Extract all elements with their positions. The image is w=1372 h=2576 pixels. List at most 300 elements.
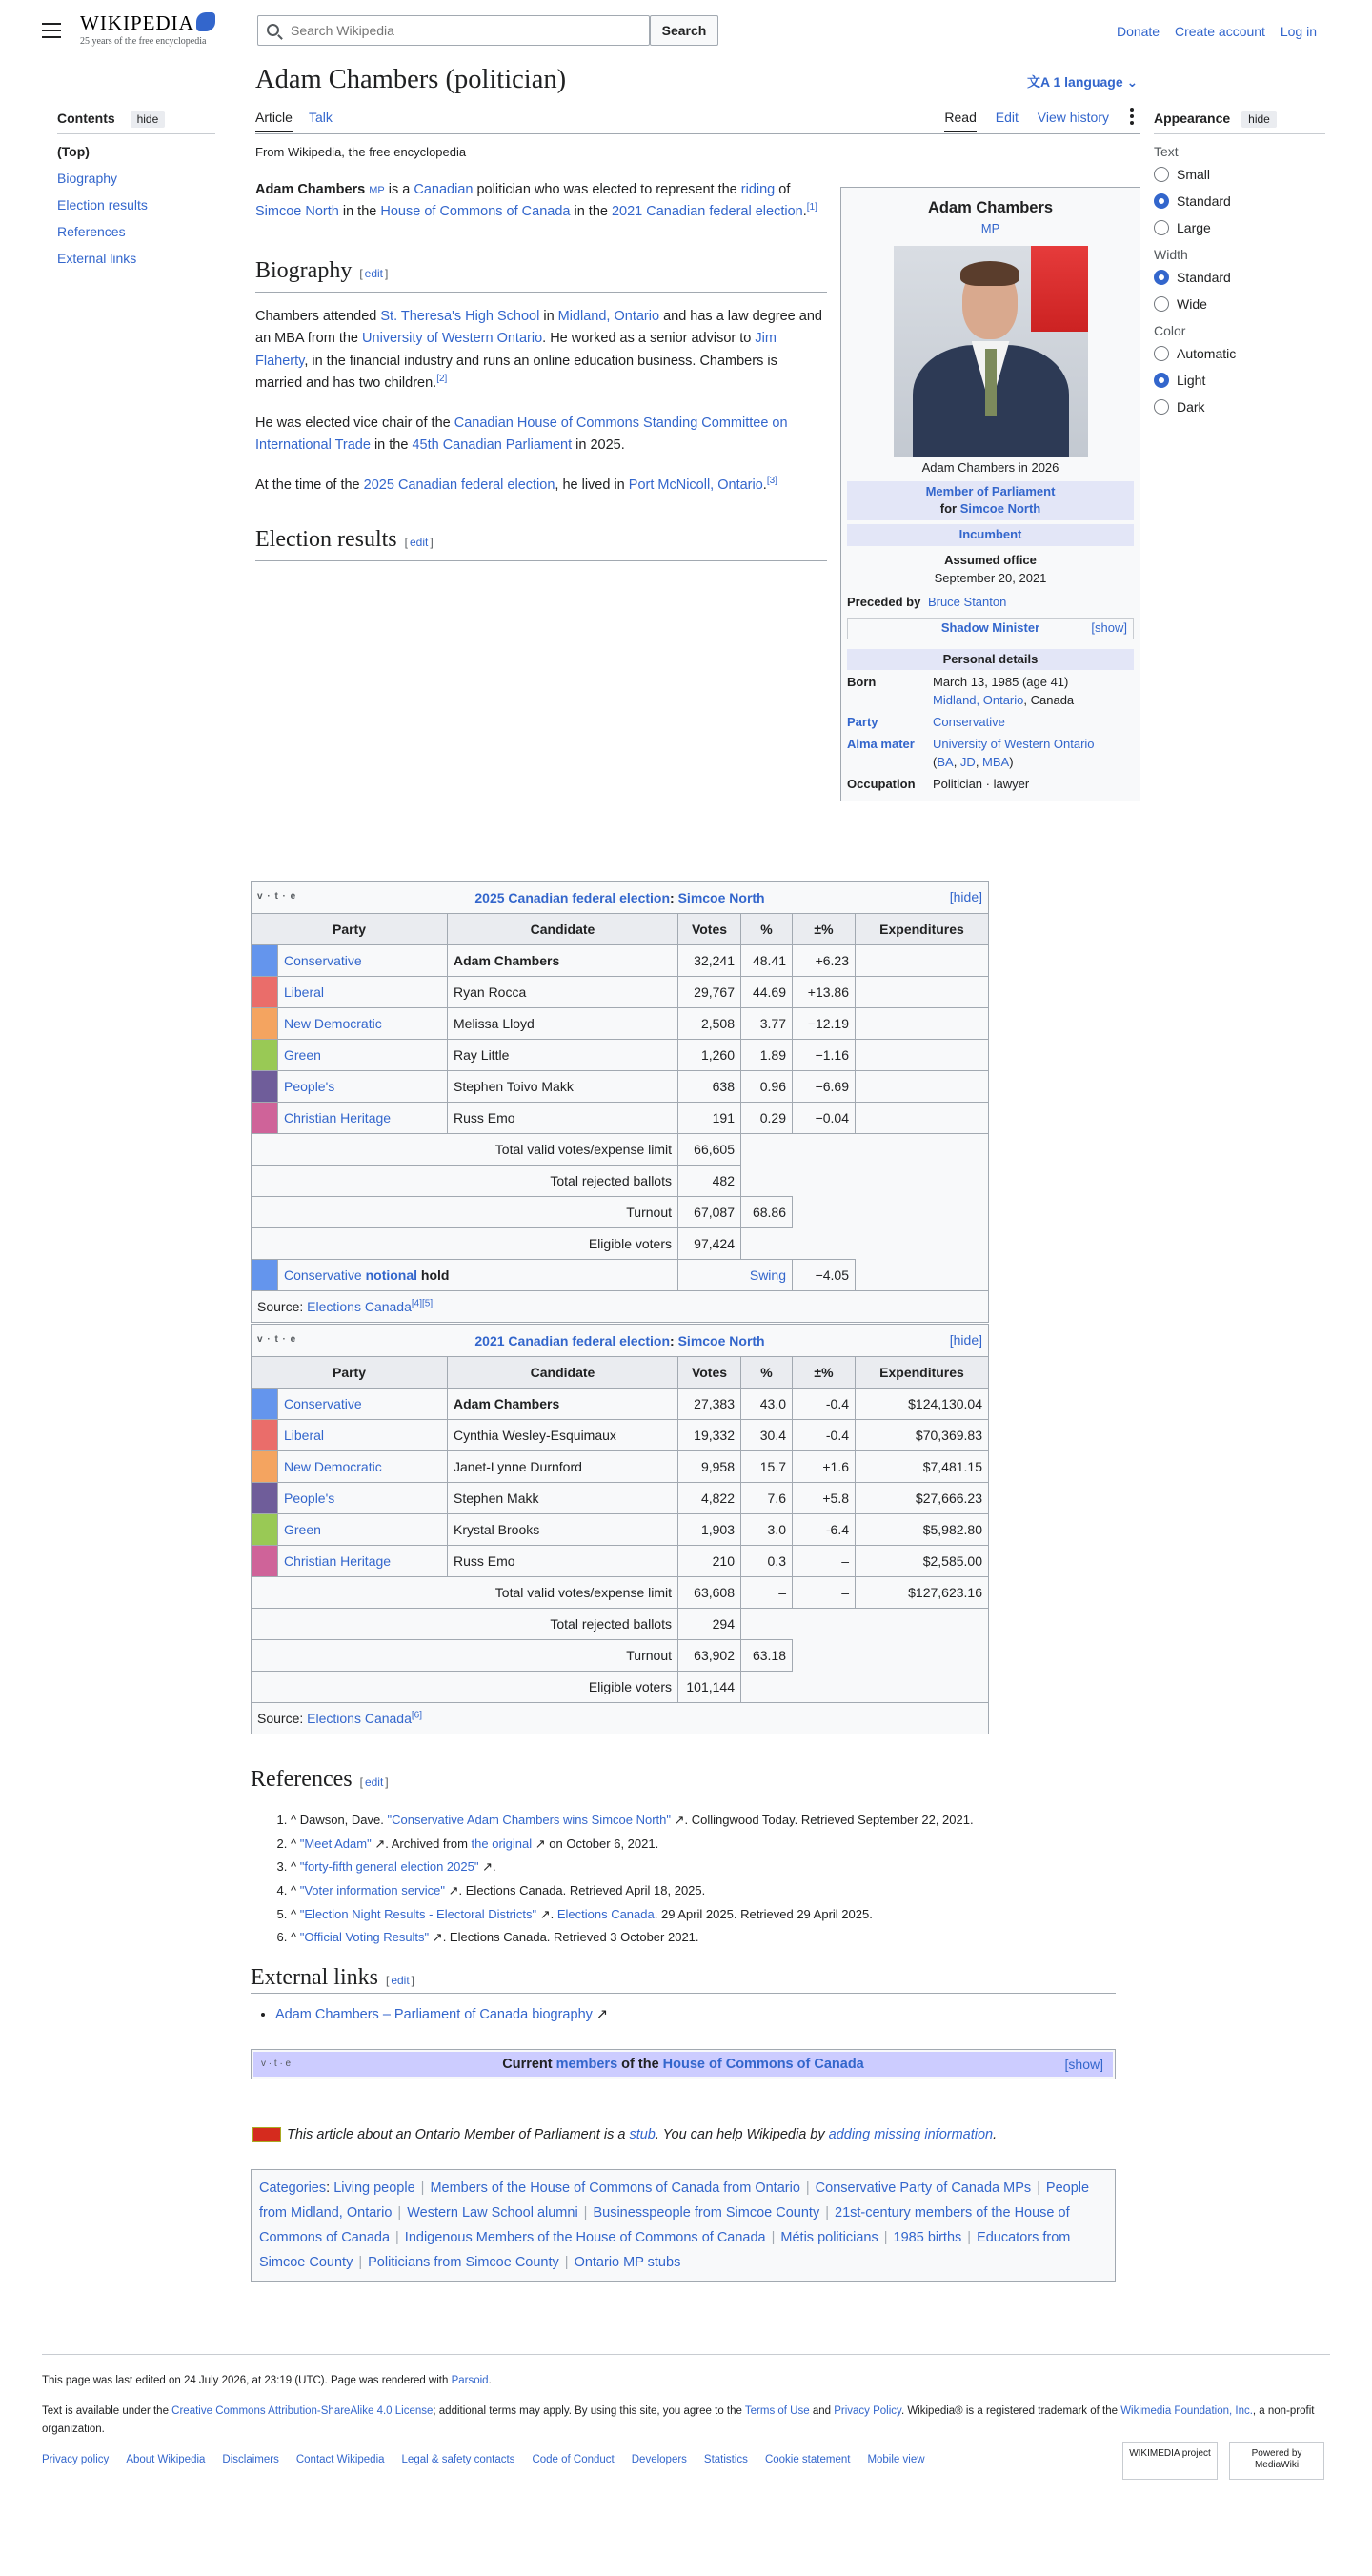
toc-item-external-links[interactable]: External links: [57, 251, 137, 266]
incumbent-link[interactable]: Incumbent: [958, 527, 1022, 542]
change-cell: -0.4: [793, 1420, 856, 1451]
shadow-minister-link[interactable]: Shadow Minister: [940, 619, 1040, 635]
table-row: [252, 1103, 989, 1134]
candidate-cell: Krystal Brooks: [448, 1514, 678, 1546]
party-cell: [278, 1483, 448, 1514]
col-change: ±%: [793, 1357, 856, 1389]
col-party: Party: [252, 1357, 448, 1389]
turnout-pct: 63.18: [741, 1640, 793, 1672]
stub-link[interactable]: stub: [629, 2127, 656, 2142]
infobox-name: Adam Chambers: [927, 199, 1054, 216]
port-mcnicoll-link[interactable]: Port McNicoll, Ontario: [628, 477, 763, 493]
terms-link[interactable]: Terms of Use: [744, 2405, 810, 2418]
total-exp: $127,623.16: [856, 1577, 989, 1609]
infobox: Adam Chambers MP Adam Chambers in 2026 Member of Parliament for Simcoe North Incumbent Assumed office September 20, 2021 Preceded by Bruce Stanton Shadow Minister [show] Personal details Born March 13, 1985 (age 41) Midland, Ontario, Canada Party Conservative Alma mater University of Western Ontario (BA, JD, MBA) Occupation Politician · lawyer: [840, 187, 1140, 801]
footer-link[interactable]: Contact Wikipedia: [295, 2454, 385, 2466]
footer-link[interactable]: Code of Conduct: [532, 2454, 615, 2466]
candidate-cell: Ray Little: [448, 1040, 678, 1071]
more-options-icon[interactable]: [1130, 108, 1134, 128]
ref-link[interactable]: "Voter information service": [299, 1883, 446, 1898]
ref-link[interactable]: "forty-fifth general election 2025": [299, 1859, 479, 1875]
mp-link[interactable]: MP: [369, 185, 385, 196]
preceded-by-link[interactable]: Bruce Stanton: [927, 594, 1007, 609]
party-cell: [278, 1040, 448, 1071]
logo-tagline: 25 years of the free encyclopedia: [80, 36, 207, 47]
category-link[interactable]: 1985 births: [893, 2230, 962, 2245]
change-cell: +1.6: [793, 1451, 856, 1483]
tagline: From Wikipedia, the free encyclopedia: [255, 145, 467, 159]
party-color-swatch: [252, 1389, 278, 1420]
party-cell: [278, 1071, 448, 1103]
stub-notice: This article about an Ontario Member of Parliament is a stub. You can help Wikipedia by adding missing information.: [252, 2127, 997, 2142]
col-party: Party: [252, 914, 448, 945]
expenditures-cell: [856, 1040, 989, 1071]
width-wide-radio[interactable]: Wide: [1154, 296, 1325, 312]
votes-cell: 9,958: [678, 1451, 741, 1483]
candidate-cell: Ryan Rocca: [448, 977, 678, 1008]
col-votes: Votes: [678, 1357, 741, 1389]
appearance-hide-button[interactable]: hide: [1241, 111, 1277, 128]
table-row: [252, 1420, 989, 1451]
vte-links[interactable]: v · t · e: [257, 1334, 297, 1345]
wikimedia-badge[interactable]: WIKIMEDIA project: [1122, 2442, 1218, 2480]
create-account-link[interactable]: Create account: [1175, 24, 1265, 39]
ref-1[interactable]: [1]: [806, 202, 817, 213]
reference-item: 5. ^ "Election Night Results - Electoral Districts" ↗. Elections Canada. 29 April 2025. Retrieved 29 April 2025.: [291, 1903, 1116, 1927]
table-row: [252, 1483, 989, 1514]
school-link[interactable]: St. Theresa's High School: [380, 308, 540, 324]
eligible-label: Eligible voters: [252, 1672, 678, 1703]
width-standard-radio[interactable]: Standard: [1154, 270, 1325, 285]
reference-item: 3. ^ "forty-fifth general election 2025" ↗.: [291, 1856, 1116, 1879]
election-2025-link[interactable]: 2025 Canadian federal election: [363, 477, 555, 493]
col-pct: %: [741, 1357, 793, 1389]
occupation-label: Occupation: [847, 776, 916, 791]
tab-article[interactable]: Article: [255, 110, 293, 132]
turnout-votes: 63,902: [678, 1640, 741, 1672]
expenditures-cell: $70,369.83: [856, 1420, 989, 1451]
pct-cell: 0.3: [741, 1546, 793, 1577]
party-cell: [278, 1546, 448, 1577]
adding-missing-info-link[interactable]: adding missing information: [828, 2127, 994, 2142]
hold-color-swatch: [252, 1260, 278, 1291]
rejected-value: 294: [678, 1609, 741, 1640]
election-2025-caption-link[interactable]: 2025 Canadian federal election: [474, 889, 671, 905]
category-link[interactable]: Politicians from Simcoe County: [368, 2255, 559, 2270]
text-small-radio[interactable]: Small: [1154, 167, 1325, 182]
col-change: ±%: [793, 914, 856, 945]
tab-talk[interactable]: Talk: [309, 110, 333, 125]
change-cell: −0.04: [793, 1103, 856, 1134]
party-color-swatch: [252, 1008, 278, 1040]
assumed-office-label: Assumed office: [944, 553, 1037, 568]
party-link[interactable]: Christian Heritage: [284, 1110, 392, 1126]
turnout-votes: 67,087: [678, 1197, 741, 1228]
member-of-parliament-link[interactable]: Member of Parliament: [925, 483, 1056, 498]
search-box: [257, 15, 650, 46]
footer-link[interactable]: Cookie statement: [764, 2454, 851, 2466]
intro-paragraph: Adam Chambers MP is a Canadian politician who was elected to represent the riding of Simcoe North in the House of Commons of Canada in the 2021 Canadian federal election.[1]: [255, 182, 817, 220]
ref-link[interactable]: "Official Voting Results": [299, 1930, 430, 1945]
midland-link[interactable]: Midland, Ontario: [557, 308, 660, 324]
change-cell: −12.19: [793, 1008, 856, 1040]
election-2025-table: v · t · e 2025 Canadian federal election: Simcoe North [hide] Party Candidate Votes % ±% Expenditures Conservative Adam Chambers 32,241 48.41 +6.23 Liberal Ryan Rocca 29,767 44.69 +13.86 New Democratic Melissa Lloyd 2,508 3.77 −12.19 Green Ray Little 1,260 1.89 −1.16 People's Stephen Toivo Makk 638 0.96 −6.69 Christian Heritage Russ Emo 191 0.29 −0.04 Total valid votes/expense limit 66,605 Total rejected ballots 482 Turnout 67,087 68.86 Eligible voters 97,424 Conservative notional hold Swing −4.05 Source: Elections Canada[4][5]: [251, 881, 989, 1323]
footer-link[interactable]: About Wikipedia: [126, 2454, 206, 2466]
color-light-radio[interactable]: Light: [1154, 373, 1325, 388]
external-link-icon: ↗: [478, 1859, 493, 1875]
flaherty-link[interactable]: Jim Flaherty: [255, 331, 777, 369]
external-links-heading: External links [ edit ]: [251, 1965, 1116, 1994]
change-cell: −1.16: [793, 1040, 856, 1071]
language-count: 1 language: [1053, 74, 1123, 90]
page-title: Adam Chambers (politician): [255, 65, 567, 94]
ref-3[interactable]: [3]: [766, 475, 777, 486]
ontario-flag-icon: [252, 2127, 281, 2142]
parsoid-link[interactable]: Parsoid: [451, 2375, 489, 2386]
shadow-minister-row: [847, 618, 1134, 639]
riding-link[interactable]: riding: [740, 182, 776, 197]
external-link-icon: ↗: [592, 2007, 609, 2022]
width-label: Width: [1154, 247, 1188, 262]
tab-edit[interactable]: Edit: [995, 110, 1019, 125]
tab-read[interactable]: Read: [944, 110, 976, 132]
article-body: [255, 179, 827, 575]
vte-links[interactable]: v · t · e: [261, 2059, 292, 2069]
table-row: [252, 977, 989, 1008]
references-section: [251, 1767, 1116, 1950]
source-2025-link[interactable]: Elections Canada: [307, 1299, 412, 1314]
turnout-label: Turnout: [252, 1640, 678, 1672]
change-cell: −6.69: [793, 1071, 856, 1103]
election-2025-hide[interactable]: [hide]: [949, 889, 982, 904]
biography-edit-link[interactable]: edit: [364, 266, 384, 280]
vte-links[interactable]: v · t · e: [257, 891, 297, 902]
candidate-cell: Russ Emo: [448, 1546, 678, 1577]
chevron-down-icon: ⌄: [1122, 74, 1139, 90]
notional-link[interactable]: notional: [365, 1268, 418, 1283]
turnout-pct: 68.86: [741, 1197, 793, 1228]
house-of-commons-link[interactable]: House of Commons of Canada: [380, 204, 571, 220]
category-link[interactable]: 21st-century members of the House of Commons of Canada: [259, 2205, 1070, 2245]
reference-item: 1. ^ Dawson, Dave. "Conservative Adam Chambers wins Simcoe North" ↗. Collingwood Today. Retrieved September 22, 2021.: [291, 1809, 1116, 1833]
change-cell: -0.4: [793, 1389, 856, 1420]
party-link[interactable]: Christian Heritage: [284, 1553, 392, 1569]
toc-item-biography[interactable]: Biography: [57, 171, 118, 186]
footer-link[interactable]: Privacy policy: [42, 2454, 110, 2466]
header: [0, 0, 1372, 61]
election-results-heading: Election results [ edit ]: [255, 521, 827, 561]
search-icon: [267, 24, 279, 36]
translate-icon: 文A: [1027, 74, 1054, 90]
party-link[interactable]: New Democratic: [284, 1459, 382, 1474]
footer-link[interactable]: Disclaimers: [222, 2454, 279, 2466]
log-in-link[interactable]: Log in: [1280, 24, 1317, 39]
party-color-swatch: [252, 1071, 278, 1103]
election-2021-hide[interactable]: [hide]: [949, 1332, 982, 1348]
candidate-cell: Adam Chambers: [448, 1389, 678, 1420]
election-2021-link[interactable]: 2021 Canadian federal election: [611, 204, 803, 220]
party-color-swatch: [252, 1483, 278, 1514]
language-button[interactable]: [1027, 72, 1138, 91]
footer-link[interactable]: Developers: [631, 2454, 687, 2466]
pct-cell: 30.4: [741, 1420, 793, 1451]
canadian-link[interactable]: Canadian: [414, 182, 474, 197]
jd-link[interactable]: JD: [959, 754, 976, 769]
table-row: [252, 1514, 989, 1546]
portrait-photo[interactable]: [894, 246, 1088, 457]
rejected-label: Total rejected ballots: [252, 1609, 678, 1640]
party-cell: [278, 1389, 448, 1420]
category-link[interactable]: Indigenous Members of the House of Commons of Canada: [404, 2230, 766, 2245]
table-row: [252, 1040, 989, 1071]
party-cell: [278, 1514, 448, 1546]
election-2021-caption-link[interactable]: 2021 Canadian federal election: [474, 1332, 671, 1349]
party-link[interactable]: Green: [284, 1522, 321, 1537]
swing-value: −4.05: [793, 1260, 856, 1291]
pct-cell: 0.96: [741, 1071, 793, 1103]
assumed-office-date: September 20, 2021: [934, 570, 1047, 585]
external-link-icon: ↗: [429, 1930, 443, 1945]
rejected-value: 482: [678, 1166, 741, 1197]
toc-item-election-results[interactable]: Election results: [57, 197, 148, 213]
table-row: [252, 1389, 989, 1420]
privacy-link[interactable]: Privacy Policy: [834, 2405, 901, 2418]
votes-cell: 29,767: [678, 977, 741, 1008]
ref-4-5[interactable]: [4][5]: [411, 1298, 434, 1309]
ba-link[interactable]: BA: [937, 754, 954, 769]
infobox-mp-link[interactable]: MP: [980, 220, 1000, 235]
born-place-link[interactable]: Midland, Ontario: [933, 693, 1024, 708]
ref-link[interactable]: "Meet Adam": [299, 1836, 372, 1851]
source-2025: Source: Elections Canada[4][5]: [252, 1291, 989, 1323]
foundation-link[interactable]: Wikimedia Foundation, Inc.: [1120, 2405, 1253, 2418]
party-link[interactable]: Green: [284, 1047, 321, 1063]
eligible-value: 97,424: [678, 1228, 741, 1260]
reference-item: 4. ^ "Voter information service" ↗. Elections Canada. Retrieved April 18, 2025.: [291, 1879, 1116, 1903]
total-valid-label: Total valid votes/expense limit: [252, 1577, 678, 1609]
expenditures-cell: $27,666.23: [856, 1483, 989, 1514]
party-color-swatch: [252, 1040, 278, 1071]
uwo-link[interactable]: University of Western Ontario: [362, 331, 543, 347]
party-cell: [278, 1420, 448, 1451]
references-heading: References [ edit ]: [251, 1767, 1116, 1795]
swing-link[interactable]: Swing: [749, 1268, 786, 1283]
biography-paragraph-2: He was elected vice chair of the Canadian House of Commons Standing Committee on International Trade in the 45th Canadian Parliament in 2025.: [255, 415, 788, 454]
text-standard-radio[interactable]: Standard: [1154, 193, 1325, 209]
photo-caption: Adam Chambers in 2026: [921, 459, 1059, 475]
subject-name: Adam Chambers: [255, 182, 366, 197]
party-link[interactable]: Liberal: [284, 984, 325, 1000]
references-edit-link[interactable]: edit: [364, 1775, 384, 1789]
pct-cell: 15.7: [741, 1451, 793, 1483]
pct-cell: 43.0: [741, 1389, 793, 1420]
votes-cell: 1,903: [678, 1514, 741, 1546]
members-link[interactable]: members: [555, 2057, 618, 2072]
footer-link[interactable]: Mobile view: [867, 2454, 925, 2466]
col-votes: Votes: [678, 914, 741, 945]
footer-link[interactable]: Legal & safety contacts: [401, 2454, 515, 2466]
candidate-cell: Adam Chambers: [448, 945, 678, 977]
election-results-edit-link[interactable]: edit: [409, 536, 429, 550]
logo-wordmark: WIKIPEDIA: [80, 11, 194, 34]
biography-heading: Biography [ edit ]: [255, 253, 827, 293]
ref-link[interactable]: "Election Night Results - Electoral Districts": [299, 1906, 537, 1921]
col-candidate: Candidate: [448, 914, 678, 945]
ref-2[interactable]: [2]: [436, 374, 448, 385]
pct-cell: 3.0: [741, 1514, 793, 1546]
donate-link[interactable]: Donate: [1116, 24, 1160, 39]
candidate-cell: Cynthia Wesley-Esquimaux: [448, 1420, 678, 1451]
expenditures-cell: [856, 945, 989, 977]
navbox-show[interactable]: [show]: [1064, 2057, 1103, 2072]
toc-item-references[interactable]: References: [57, 224, 126, 239]
party-color-swatch: [252, 1514, 278, 1546]
alma-mater-link[interactable]: University of Western Ontario: [933, 736, 1095, 751]
reference-item: 6. ^ "Official Voting Results" ↗. Elections Canada. Retrieved 3 October 2021.: [291, 1926, 1116, 1950]
external-links-edit-link[interactable]: edit: [391, 1974, 410, 1987]
party-link[interactable]: People's: [284, 1079, 335, 1094]
external-links-section: [251, 1965, 1116, 2022]
reference-item: 2. ^ "Meet Adam" ↗. Archived from the original ↗ on October 6, 2021.: [291, 1833, 1116, 1856]
license-link[interactable]: Creative Commons Attribution-ShareAlike 4.0 License: [172, 2405, 434, 2418]
appearance-title: Appearance: [1154, 111, 1231, 126]
party-link[interactable]: Conservative: [284, 1396, 362, 1411]
party-color-swatch: [252, 945, 278, 977]
expenditures-cell: $5,982.80: [856, 1514, 989, 1546]
toc-hide-button[interactable]: hide: [131, 111, 166, 128]
election-2021-riding-link[interactable]: Simcoe North: [677, 1332, 765, 1349]
categories-label[interactable]: Categories: [259, 2180, 327, 2196]
search-input[interactable]: [289, 16, 641, 45]
category-link[interactable]: Educators from Simcoe County: [259, 2230, 1071, 2270]
votes-cell: 191: [678, 1103, 741, 1134]
preceded-by-label: Preceded by: [847, 594, 921, 609]
rejected-label: Total rejected ballots: [252, 1166, 678, 1197]
expenditures-cell: [856, 1103, 989, 1134]
col-expenditures: Expenditures: [856, 914, 989, 945]
party-color-swatch: [252, 977, 278, 1008]
candidate-cell: Stephen Toivo Makk: [448, 1071, 678, 1103]
party-link[interactable]: Liberal: [284, 1428, 325, 1443]
party-link[interactable]: New Democratic: [284, 1016, 382, 1031]
party-color-swatch: [252, 1103, 278, 1134]
footer-link[interactable]: Statistics: [703, 2454, 748, 2466]
pct-cell: 3.77: [741, 1008, 793, 1040]
expenditures-cell: [856, 1008, 989, 1040]
votes-cell: 19,332: [678, 1420, 741, 1451]
parliament-biography-link[interactable]: Adam Chambers – Parliament of Canada biography: [275, 2007, 593, 2022]
infobox-riding-link[interactable]: Simcoe North: [959, 501, 1041, 517]
ref-6[interactable]: [6]: [411, 1710, 423, 1721]
election-2025-riding-link[interactable]: Simcoe North: [677, 889, 765, 905]
expenditures-cell: $124,130.04: [856, 1389, 989, 1420]
table-row: [252, 1071, 989, 1103]
party-link[interactable]: Conservative: [933, 715, 1005, 730]
color-automatic-radio[interactable]: Automatic: [1154, 346, 1325, 361]
candidate-cell: Stephen Makk: [448, 1483, 678, 1514]
total-change: –: [793, 1577, 856, 1609]
ref-link[interactable]: "Conservative Adam Chambers wins Simcoe North": [387, 1813, 671, 1827]
mba-link[interactable]: MBA: [982, 754, 1010, 769]
category-link[interactable]: Ontario MP stubs: [574, 2255, 681, 2270]
external-link-icon: ↗: [371, 1836, 386, 1851]
color-dark-radio[interactable]: Dark: [1154, 399, 1325, 415]
user-links: [1105, 24, 1317, 39]
toc-item-top[interactable]: (Top): [57, 144, 90, 159]
shadow-minister-show[interactable]: [show]: [1091, 619, 1127, 635]
table-row: [252, 945, 989, 977]
expenditures-cell: $2,585.00: [856, 1546, 989, 1577]
navbox: v · t · e Current members of the House of Commons of Canada [show]: [251, 2049, 1116, 2079]
eligible-label: Eligible voters: [252, 1228, 678, 1260]
party-color-swatch: [252, 1546, 278, 1577]
office-band: Member of Parliament for Simcoe North: [847, 481, 1134, 521]
total-valid-label: Total valid votes/expense limit: [252, 1134, 678, 1166]
pct-cell: 44.69: [741, 977, 793, 1008]
party-color-swatch: [252, 1451, 278, 1483]
expenditures-cell: $7,481.15: [856, 1451, 989, 1483]
total-pct: –: [741, 1577, 793, 1609]
source-2021-link[interactable]: Elections Canada: [307, 1711, 412, 1726]
appearance-panel: [1154, 111, 1325, 426]
party-link[interactable]: People's: [284, 1491, 335, 1506]
source-2021: Source: Elections Canada[6]: [252, 1703, 989, 1734]
votes-cell: 32,241: [678, 945, 741, 977]
category-link[interactable]: Members of the House of Commons of Canada from Ontario: [430, 2180, 800, 2196]
mediawiki-badge[interactable]: Powered by MediaWiki: [1229, 2442, 1324, 2480]
category-link[interactable]: Businesspeople from Simcoe County: [593, 2205, 820, 2221]
page-tabs: [255, 106, 1140, 134]
category-link[interactable]: Living people: [333, 2180, 415, 2196]
text-large-radio[interactable]: Large: [1154, 220, 1325, 235]
external-link-icon: ↗: [445, 1883, 459, 1898]
committee-link[interactable]: Canadian House of Commons Standing Committee on International Trade: [255, 415, 788, 454]
election-2021-table: v · t · e 2021 Canadian federal election: Simcoe North [hide] Party Candidate Votes % ±% Expenditures Conservative Adam Chambers 27,383 43.0 -0.4 $124,130.04 Liberal Cynthia Wesley-Esquimaux 19,332 30.4 -0.4 $70,369.83 New Democratic Janet-Lynne Durnford 9,958 15.7 +1.6 $7,481.15 People's Stephen Makk 4,822 7.6 +5.8 $27,666.23 Green Krystal Brooks 1,903 3.0 -6.4 $5,982.80 Christian Heritage Russ Emo 210 0.3 – $2,585.00 Total valid votes/expense limit 63,608 – – $127,623.16 Total rejected ballots 294 Turnout 63,902 63.18 Eligible voters 101,144 Source: Elections Canada[6]: [251, 1324, 989, 1734]
votes-cell: 4,822: [678, 1483, 741, 1514]
main-menu-icon[interactable]: [42, 23, 61, 38]
party-label: Party: [847, 715, 878, 730]
table-row: [252, 1451, 989, 1483]
personal-details-band: Personal details: [847, 649, 1134, 671]
ref-archive-link[interactable]: the original: [471, 1836, 533, 1851]
candidate-cell: Russ Emo: [448, 1103, 678, 1134]
ref-link-2[interactable]: Elections Canada: [556, 1906, 655, 1921]
change-cell: –: [793, 1546, 856, 1577]
wikipedia-logo[interactable]: [80, 11, 218, 50]
party-cell: [278, 945, 448, 977]
party-link[interactable]: Conservative: [284, 953, 362, 968]
parliament-link[interactable]: 45th Canadian Parliament: [412, 437, 573, 454]
candidate-cell: Janet-Lynne Durnford: [448, 1451, 678, 1483]
category-link[interactable]: Métis politicians: [780, 2230, 878, 2245]
table-of-contents: [57, 111, 215, 277]
party-cell: [278, 1451, 448, 1483]
category-link[interactable]: Western Law School alumni: [407, 2205, 578, 2221]
alma-mater-label: Alma mater: [847, 736, 915, 751]
navbox-house-link[interactable]: House of Commons of Canada: [662, 2057, 864, 2072]
pct-cell: 48.41: [741, 945, 793, 977]
table-row: [252, 1008, 989, 1040]
search-button[interactable]: Search: [650, 15, 718, 46]
category-link[interactable]: People from Midland, Ontario: [259, 2180, 1090, 2221]
hold-cell: Conservative notional hold: [278, 1260, 678, 1291]
hold-party-link[interactable]: Conservative: [284, 1268, 362, 1283]
tab-view-history[interactable]: View history: [1037, 110, 1109, 125]
category-link[interactable]: Conservative Party of Canada MPs: [815, 2180, 1032, 2196]
col-pct: %: [741, 914, 793, 945]
simcoe-north-link[interactable]: Simcoe North: [255, 204, 339, 220]
pct-cell: 0.29: [741, 1103, 793, 1134]
